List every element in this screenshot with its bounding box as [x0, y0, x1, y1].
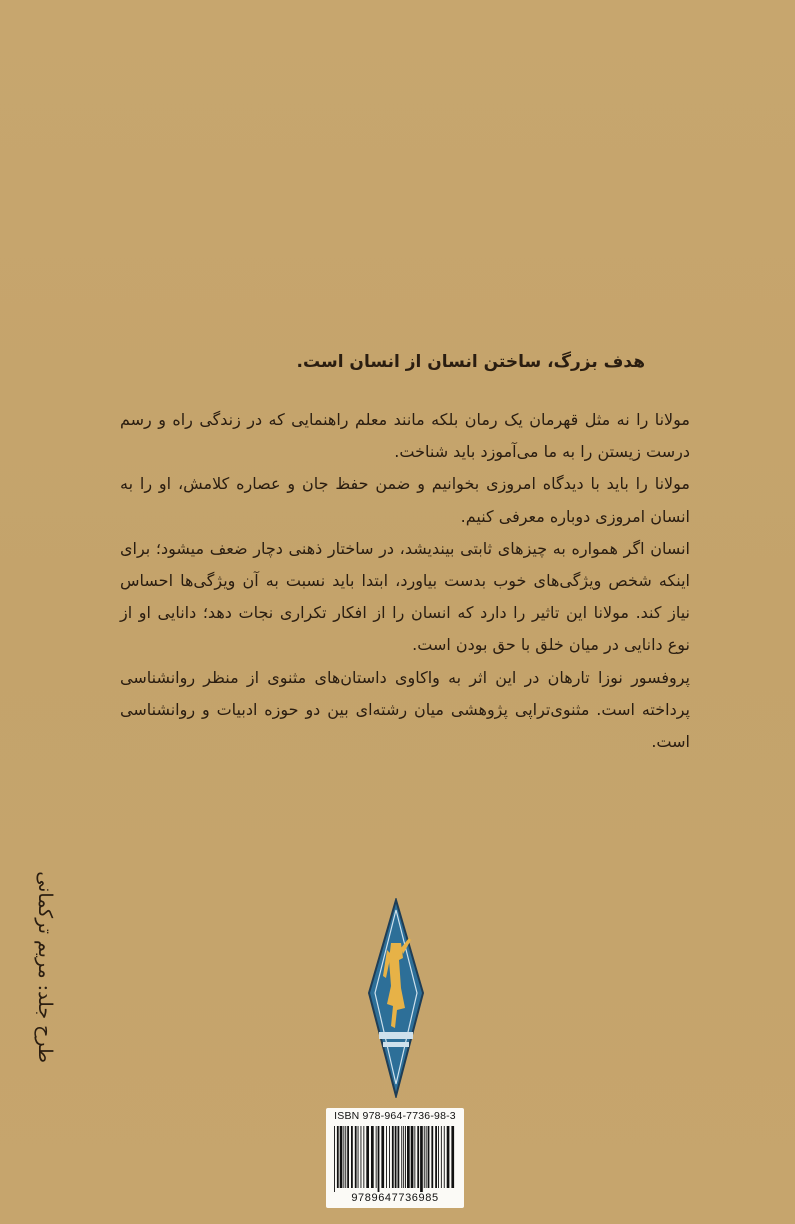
barcode-bar [411, 1126, 414, 1188]
publisher-emblem-icon [365, 898, 427, 1098]
barcode-bar [403, 1126, 404, 1188]
barcode-label [326, 1108, 464, 1208]
barcode-bar [428, 1126, 430, 1188]
paragraph-3: انسان اگر همواره به چیزهای ثابتی بیندیشد، در ساختار ذهنی دچار ضعف میشود؛ برای اینکه شخص ویژگی‌های خوب بدست بیاورد، ابتدا باید نسبت به آن ویژگی‌ها احساس نیاز کند. مولانا این تاثیر را دارد که انسان را از افکار تکراری نجات دهد؛ دانایی او از نوع دانایی در میان خلق با حق بودن است. [120, 538, 690, 655]
isbn-text: ISBN 978-964-7736-98-3 [334, 1110, 456, 1122]
paragraph-2: مولانا را باید با دیدگاه امروزی بخوانیم و ضمن حفظ جان و عصاره کلامش، او را به انسان امروزی دوباره معرفی کنیم. [120, 474, 690, 526]
barcode-bar [386, 1126, 387, 1188]
barcode-bar [340, 1126, 343, 1188]
barcode-bar [420, 1126, 423, 1192]
barcode-bar [337, 1126, 339, 1188]
barcode-bar [451, 1126, 454, 1188]
barcode-bar [417, 1126, 419, 1188]
barcode-bar [438, 1126, 439, 1188]
barcode-bar [407, 1126, 410, 1188]
barcode-bar [431, 1126, 433, 1188]
barcode-bar [441, 1126, 442, 1188]
barcode-bar [361, 1126, 362, 1188]
barcode-bar [347, 1126, 349, 1188]
barcode-bar [424, 1126, 425, 1188]
barcode-number: 9789647736985 [351, 1192, 439, 1204]
barcode-bar [358, 1126, 359, 1188]
barcode-bar [405, 1126, 406, 1188]
barcode-bar [389, 1126, 390, 1188]
barcode-bar [378, 1126, 380, 1192]
barcode-bar [435, 1126, 437, 1188]
headline: هدف بزرگ، ساختن انسان از انسان است. [296, 352, 645, 372]
barcode-bar [343, 1126, 344, 1188]
barcode-bar [366, 1126, 369, 1188]
barcode-bar [395, 1126, 397, 1188]
barcode-bar [444, 1126, 445, 1188]
barcode-bar [355, 1126, 357, 1188]
barcode-bar [351, 1126, 353, 1188]
barcode-bar [371, 1126, 374, 1188]
paragraph-4: پروفسور نوزا تارهان در این اثر به واکاوی داستان‌های مثنوی از منظر روانشناسی پرداخته است. مثنوی‌تراپی پژوهشی میان رشته‌ای بین دو حوزه ادبیات و روانشناسی است. [120, 667, 690, 752]
barcode-bar [414, 1126, 415, 1188]
paragraph-1: مولانا را نه مثل قهرمان یک رمان بلکه مانند معلم راهنمایی که در زندگی راه و رسم درست زیستن را به ما می‌آموزد باید شناخت. [120, 410, 690, 462]
barcode-bar [398, 1126, 400, 1188]
barcode-bar [376, 1126, 377, 1188]
barcode-bar [426, 1126, 427, 1188]
barcode-bar [392, 1126, 394, 1188]
description-text [120, 404, 690, 758]
barcode-bar [363, 1126, 364, 1188]
barcode-bar [447, 1126, 450, 1188]
barcode-bar [381, 1126, 384, 1188]
barcode-bars [332, 1126, 458, 1192]
barcode-bar [334, 1126, 335, 1192]
barcode-bar [345, 1126, 346, 1188]
barcode-bar [401, 1126, 402, 1188]
cover-designer-signature: طرح جلد: مریم ترکمانی [34, 871, 56, 1063]
